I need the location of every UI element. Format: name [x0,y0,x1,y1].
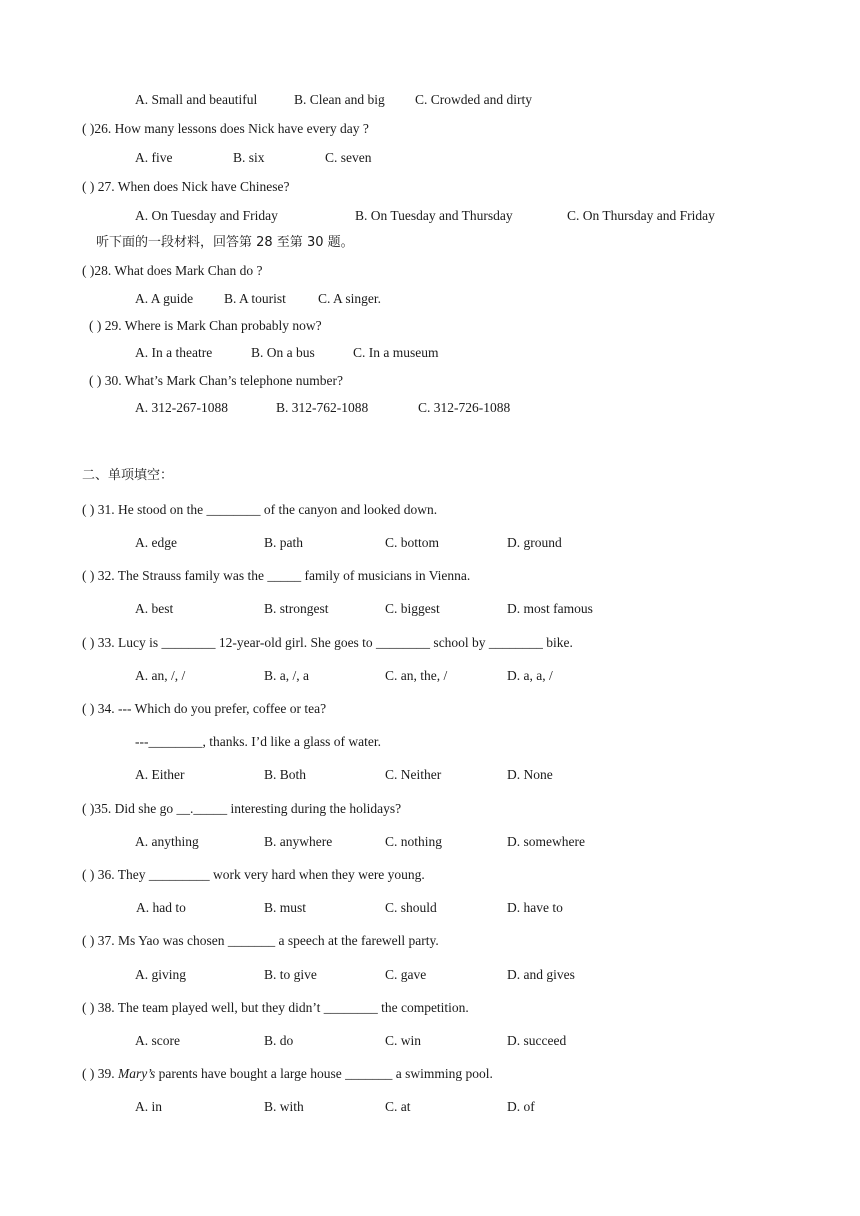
q33-question [82,635,573,651]
q31-option-c: C. bottom [385,535,440,550]
q39-text-after: parents have bought a large house _______ a swimming pool. [155,1066,493,1081]
q27-option-b: B. On Tuesday and Thursday [355,208,513,223]
q36-question [82,867,425,883]
q30-option-a: A. 312-267-1088 [135,400,228,415]
q32-question [82,568,470,584]
answer-paren: ( ) [82,263,95,278]
answer-paren: ( ) [82,179,95,194]
q33-option-b: B. a, /, a [264,668,309,683]
answer-paren: ( ) [82,568,95,583]
answer-paren: ( ) [82,1000,95,1015]
q28-option-a: A. A guide [135,291,194,306]
q39-question [82,1066,493,1082]
q34-text: 34. --- Which do you prefer, coffee or tea? [94,701,327,716]
answer-paren: ( ) [82,635,95,650]
q29-option-b: B. On a bus [251,345,315,360]
q28-question [82,263,262,279]
q35-option-c: C. nothing [385,834,443,849]
q26-option-b: B. six [233,150,265,165]
answer-paren: ( ) [82,933,95,948]
answer-paren: ( ) [82,1066,95,1081]
q30-option-c: C. 312-726-1088 [418,400,511,415]
q37-option-c: C. gave [385,967,427,982]
q32-option-b: B. strongest [264,601,329,616]
q39-option-c: C. at [385,1099,411,1114]
q36-option-b: B. must [264,900,307,915]
q31-question [82,502,437,518]
q34-option-d: D. None [507,767,553,782]
q38-text: 38. The team played well, but they didn’t ________ the competition. [94,1000,469,1015]
q30-question [89,373,343,389]
q29-question [89,318,322,334]
q29-option-a: A. In a theatre [135,345,213,360]
q36-option-a: A. had to [136,900,186,915]
q35-text: 35. Did she go __._____ interesting during the holidays? [94,801,402,816]
q39-option-a: A. in [135,1099,162,1114]
q25-option-a: A. Small and beautiful [135,92,258,107]
q34-question [82,701,326,717]
q36-option-d: D. have to [507,900,563,915]
q27-option-a: A. On Tuesday and Friday [135,208,278,223]
q39-text-italic: Mary’s [118,1066,156,1081]
q31-option-a: A. edge [135,535,177,550]
q28-text: 28. What does Mark Chan do ? [94,263,263,278]
q35-option-b: B. anywhere [264,834,333,849]
q37-option-b: B. to give [264,967,317,982]
q26-option-c: C. seven [325,150,372,165]
q34-option-b: B. Both [264,767,307,782]
q32-option-d: D. most famous [507,601,593,616]
q36-option-c: C. should [385,900,437,915]
q30-text: 30. What’s Mark Chan’s telephone number? [101,373,343,388]
q37-option-d: D. and gives [507,967,575,982]
q38-question [82,1000,469,1016]
q28-option-b: B. A tourist [224,291,286,306]
q25-option-b: B. Clean and big [294,92,385,107]
q33-option-d: D. a, a, / [507,668,553,683]
q32-option-c: C. biggest [385,601,440,616]
q34-reply: ---________, thanks. I’d like a glass of water. [135,734,381,749]
q35-option-a: A. anything [135,834,199,849]
q31-text: 31. He stood on the ________ of the canyon and looked down. [94,502,438,517]
q27-question [82,179,289,195]
q38-option-c: C. win [385,1033,422,1048]
q31-option-d: D. ground [507,535,562,550]
q31-option-b: B. path [264,535,303,550]
q29-option-c: C. In a museum [353,345,439,360]
q34-option-a: A. Either [135,767,185,782]
q26-option-a: A. five [135,150,173,165]
q32-option-a: A. best [135,601,174,616]
q38-option-d: D. succeed [507,1033,567,1048]
q27-option-c: C. On Thursday and Friday [567,208,715,223]
answer-paren: ( ) [82,502,95,517]
q37-text: 37. Ms Yao was chosen _______ a speech at the farewell party. [94,933,439,948]
q27-text: 27. When does Nick have Chinese? [94,179,290,194]
answer-paren: ( ) [82,867,95,882]
q33-option-c: C. an, the, / [385,668,448,683]
answer-paren: ( ) [89,318,102,333]
q30-option-b: B. 312-762-1088 [276,400,369,415]
q33-option-a: A. an, /, / [135,668,186,683]
answer-paren: ( ) [82,801,95,816]
q35-question [82,801,401,817]
q28-option-c: C. A singer. [318,291,382,306]
q39-option-b: B. with [264,1099,304,1114]
q25-option-c: C. Crowded and dirty [415,92,532,107]
q38-option-b: B. do [264,1033,294,1048]
q34-option-c: C. Neither [385,767,442,782]
q37-question [82,933,439,949]
q32-text: 32. The Strauss family was the _____ family of musicians in Vienna. [94,568,471,583]
q39-option-d: D. of [507,1099,535,1114]
q36-text: 36. They _________ work very hard when they were young. [94,867,425,882]
answer-paren: ( ) [82,121,95,136]
q26-text: 26. How many lessons does Nick have every day ? [94,121,369,136]
listening-instruction: 听下面的一段材料，回答第 28 至第 30 题。 [96,235,354,250]
q29-text: 29. Where is Mark Chan probably now? [101,318,322,333]
section-title: 二、单项填空： [82,468,174,483]
answer-paren: ( ) [89,373,102,388]
q39-text-before: 39. [94,1066,118,1081]
q37-option-a: A. giving [135,967,187,982]
answer-paren: ( ) [82,701,95,716]
q38-option-a: A. score [135,1033,180,1048]
q26-question [82,121,369,137]
q35-option-d: D. somewhere [507,834,585,849]
q33-text: 33. Lucy is ________ 12-year-old girl. She goes to ________ school by ________ bike. [94,635,573,650]
